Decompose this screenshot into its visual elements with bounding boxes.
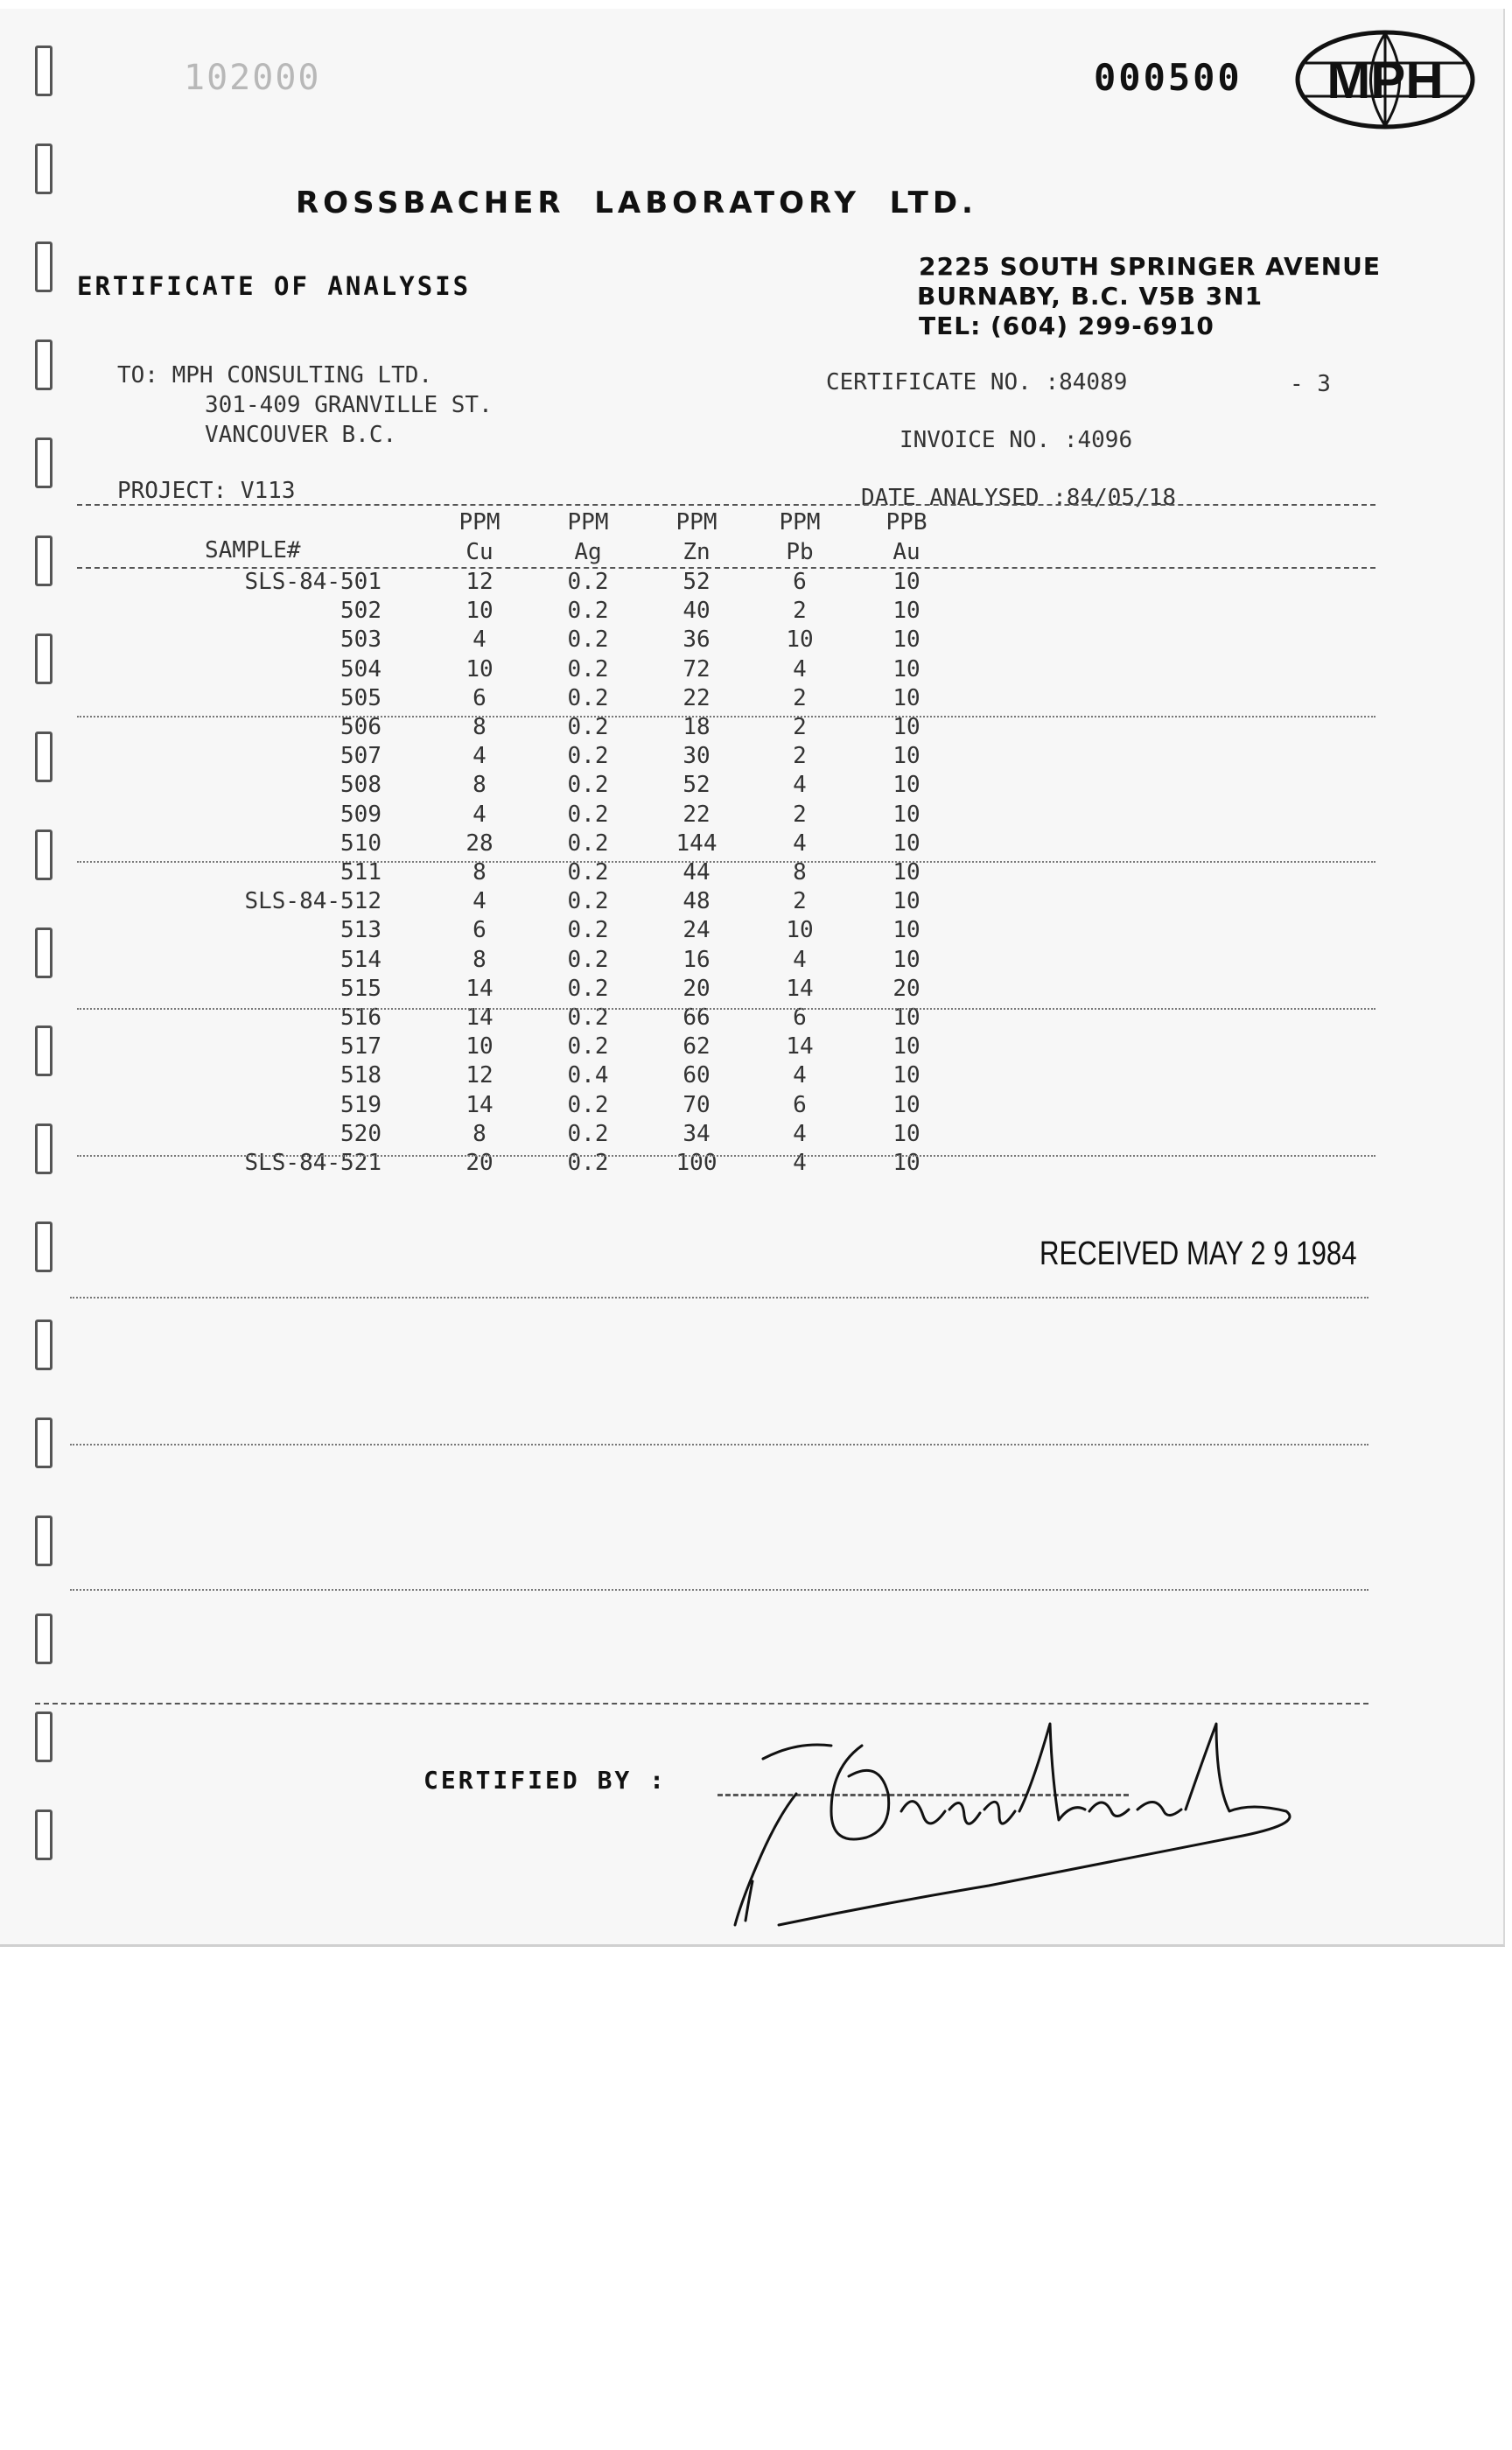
group-rule: [77, 861, 1376, 863]
cell-pb: 14: [786, 975, 814, 1002]
received-stamp: RECEIVED MAY 2 9 1984: [1040, 1236, 1357, 1272]
binder-hole: [35, 634, 52, 684]
binder-hole: [35, 144, 52, 194]
cell-cu: 10: [466, 1033, 494, 1060]
lab-address-line2: BURNABY, B.C. V5B 3N1: [917, 282, 1264, 311]
blank-rule: [70, 1444, 1368, 1446]
cell-au: 10: [892, 801, 920, 828]
unit-header-zn: PPM: [676, 509, 718, 536]
cell-pb: 10: [786, 917, 814, 944]
cell-ag: 0.2: [567, 830, 609, 857]
element-header-au: Au: [892, 539, 920, 565]
cell-ag: 0.2: [567, 1033, 609, 1060]
logo-text: MPH: [1326, 51, 1444, 109]
cell-cu: 12: [466, 1062, 494, 1089]
element-header-pb: Pb: [786, 539, 814, 565]
signature: [726, 1706, 1304, 1942]
cell-cu: 8: [472, 946, 486, 973]
certified-by-label: CERTIFIED BY :: [424, 1766, 668, 1795]
unit-header-cu: PPM: [458, 509, 500, 536]
cell-ag: 0.2: [567, 888, 609, 915]
client-line2: 301-409 GRANVILLE ST.: [205, 392, 493, 418]
group-rule: [77, 1155, 1376, 1157]
cell-cu: 8: [472, 1120, 486, 1147]
cell-cu: 4: [472, 801, 486, 828]
cell-au: 10: [892, 569, 920, 595]
cell-pb: 2: [793, 801, 807, 828]
cell-au: 10: [892, 917, 920, 944]
cell-au: 10: [892, 830, 920, 857]
cell-pb: 14: [786, 1033, 814, 1060]
cell-ag: 0.2: [567, 975, 609, 1002]
cell-sample: 517: [340, 1033, 382, 1060]
cell-zn: 66: [682, 1004, 710, 1031]
cell-sample: 520: [340, 1120, 382, 1147]
cell-ag: 0.2: [567, 1004, 609, 1031]
cell-au: 10: [892, 626, 920, 654]
cell-cu: 4: [472, 743, 486, 770]
cell-sample: 511: [340, 859, 382, 886]
client-line3: VANCOUVER B.C.: [205, 422, 397, 448]
cell-zn: 52: [682, 569, 710, 595]
date-analysed: DATE ANALYSED :84/05/18: [861, 485, 1177, 511]
cell-pb: 6: [793, 1004, 807, 1031]
cell-cu: 6: [472, 684, 486, 711]
cell-zn: 30: [682, 743, 710, 770]
cell-pb: 4: [793, 772, 807, 799]
cell-sample: 505: [340, 684, 382, 711]
unit-header-pb: PPM: [779, 509, 821, 536]
cell-cu: 4: [472, 626, 486, 654]
cell-cu: 8: [472, 714, 486, 740]
cell-ag: 0.2: [567, 772, 609, 799]
cell-pb: 2: [793, 714, 807, 740]
cell-au: 10: [892, 743, 920, 770]
group-rule: [77, 716, 1376, 718]
cell-au: 10: [892, 1091, 920, 1118]
cell-au: 10: [892, 714, 920, 740]
cell-pb: 4: [793, 1150, 807, 1176]
cell-pb: 6: [793, 569, 807, 595]
cell-au: 10: [892, 1004, 920, 1031]
cell-sample: 503: [340, 626, 382, 654]
cell-pb: 8: [793, 859, 807, 886]
cell-zn: 48: [682, 888, 710, 915]
sample-column-header: SAMPLE#: [205, 537, 301, 564]
unit-header-ag: PPM: [567, 509, 609, 536]
element-header-ag: Ag: [574, 539, 602, 565]
cell-sample: 514: [340, 946, 382, 973]
cell-ag: 0.2: [567, 1120, 609, 1147]
cell-zn: 22: [682, 684, 710, 711]
cell-zn: 60: [682, 1062, 710, 1089]
cell-ag: 0.2: [567, 598, 609, 625]
cell-cu: 28: [466, 830, 494, 857]
cell-sample: 518: [340, 1062, 382, 1089]
cell-zn: 24: [682, 917, 710, 944]
cell-zn: 34: [682, 1120, 710, 1147]
invoice-number: INVOICE NO. :4096: [900, 427, 1133, 453]
cell-sample: 516: [340, 1004, 382, 1031]
cell-sample: 519: [340, 1091, 382, 1118]
cell-pb: 4: [793, 946, 807, 973]
cell-sample: 509: [340, 801, 382, 828]
cell-pb: 2: [793, 598, 807, 625]
cell-ag: 0.2: [567, 1091, 609, 1118]
cell-ag: 0.2: [567, 801, 609, 828]
lab-address-line1: 2225 SOUTH SPRINGER AVENUE: [919, 252, 1382, 281]
group-rule: [77, 1008, 1376, 1010]
cell-ag: 0.2: [567, 1150, 609, 1176]
cell-zn: 70: [682, 1091, 710, 1118]
cell-ag: 0.4: [567, 1062, 609, 1089]
cell-pb: 4: [793, 655, 807, 682]
cell-au: 10: [892, 1120, 920, 1147]
cell-sample: SLS-84-512: [244, 888, 382, 915]
faded-serial-number: 102000: [184, 58, 321, 98]
cell-ag: 0.2: [567, 917, 609, 944]
cell-au: 10: [892, 888, 920, 915]
lab-name: ROSSBACHER LABORATORY LTD.: [296, 186, 977, 220]
cell-cu: 12: [466, 569, 494, 595]
cell-pb: 2: [793, 684, 807, 711]
cell-au: 10: [892, 655, 920, 682]
cell-pb: 2: [793, 888, 807, 915]
cell-sample: 508: [340, 772, 382, 799]
cell-au: 10: [892, 1062, 920, 1089]
cell-sample: SLS-84-501: [244, 569, 382, 595]
cell-cu: 14: [466, 1091, 494, 1118]
cell-zn: 18: [682, 714, 710, 740]
cell-pb: 4: [793, 830, 807, 857]
cell-pb: 4: [793, 1062, 807, 1089]
binder-hole: [35, 1320, 52, 1370]
document-title: ERTIFICATE OF ANALYSIS: [77, 271, 472, 301]
cell-cu: 6: [472, 917, 486, 944]
serial-number: 000500: [1094, 56, 1242, 99]
cell-au: 10: [892, 1033, 920, 1060]
cell-zn: 52: [682, 772, 710, 799]
cell-zn: 62: [682, 1033, 710, 1060]
cell-cu: 8: [472, 859, 486, 886]
project-rule: [77, 504, 1376, 506]
cell-ag: 0.2: [567, 626, 609, 654]
mph-logo: [1293, 28, 1477, 131]
cell-pb: 6: [793, 1091, 807, 1118]
cell-ag: 0.2: [567, 946, 609, 973]
binder-hole: [35, 928, 52, 978]
cell-ag: 0.2: [567, 684, 609, 711]
element-header-cu: Cu: [466, 539, 494, 565]
cell-ag: 0.2: [567, 569, 609, 595]
cell-zn: 22: [682, 801, 710, 828]
lab-phone: TEL: (604) 299-6910: [919, 312, 1214, 340]
cell-sample: 502: [340, 598, 382, 625]
element-header-zn: Zn: [682, 539, 710, 565]
blank-rule: [70, 1589, 1368, 1591]
cell-cu: 4: [472, 888, 486, 915]
cell-sample: SLS-84-521: [244, 1150, 382, 1176]
cell-pb: 4: [793, 1120, 807, 1147]
cell-ag: 0.2: [567, 743, 609, 770]
client-line1: TO: MPH CONSULTING LTD.: [117, 362, 433, 388]
cell-cu: 10: [466, 598, 494, 625]
cell-sample: 515: [340, 975, 382, 1002]
binder-hole: [35, 1222, 52, 1272]
cell-ag: 0.2: [567, 714, 609, 740]
binder-hole: [35, 536, 52, 586]
cell-cu: 20: [466, 1150, 494, 1176]
binder-hole: [35, 1418, 52, 1468]
cell-cu: 8: [472, 772, 486, 799]
binder-hole: [35, 340, 52, 390]
certificate-number: CERTIFICATE NO. :84089: [826, 369, 1128, 396]
binder-hole: [35, 1614, 52, 1664]
cell-sample: 506: [340, 714, 382, 740]
cell-sample: 510: [340, 830, 382, 857]
cell-sample: 507: [340, 743, 382, 770]
cell-cu: 14: [466, 1004, 494, 1031]
binder-hole: [35, 830, 52, 880]
unit-header-au: PPB: [886, 509, 928, 536]
cell-pb: 10: [786, 626, 814, 654]
cell-zn: 44: [682, 859, 710, 886]
blank-rule: [70, 1297, 1368, 1298]
cell-sample: 513: [340, 917, 382, 944]
cell-ag: 0.2: [567, 655, 609, 682]
binder-hole: [35, 46, 52, 96]
binder-hole: [35, 1712, 52, 1762]
cell-cu: 14: [466, 975, 494, 1002]
cell-ag: 0.2: [567, 859, 609, 886]
project-code: PROJECT: V113: [117, 478, 296, 504]
cell-zn: 72: [682, 655, 710, 682]
binder-hole: [35, 1124, 52, 1174]
cell-au: 20: [892, 975, 920, 1002]
certificate-page: - 3: [1290, 371, 1331, 397]
binder-hole: [35, 1516, 52, 1566]
cell-zn: 16: [682, 946, 710, 973]
cell-zn: 40: [682, 598, 710, 625]
cell-au: 10: [892, 1150, 920, 1176]
cell-au: 10: [892, 598, 920, 625]
binder-hole: [35, 438, 52, 488]
cell-au: 10: [892, 772, 920, 799]
binder-hole: [35, 1026, 52, 1076]
cell-zn: 144: [676, 830, 718, 857]
cell-au: 10: [892, 946, 920, 973]
cell-pb: 2: [793, 743, 807, 770]
cell-sample: 504: [340, 655, 382, 682]
binder-hole: [35, 732, 52, 782]
footer-rule: [35, 1703, 1368, 1704]
cell-zn: 100: [676, 1150, 718, 1176]
certificate-sheet: [0, 9, 1505, 1947]
binder-hole: [35, 1810, 52, 1860]
cell-zn: 20: [682, 975, 710, 1002]
cell-au: 10: [892, 684, 920, 711]
cell-au: 10: [892, 859, 920, 886]
binder-hole: [35, 242, 52, 292]
cell-zn: 36: [682, 626, 710, 654]
cell-cu: 10: [466, 655, 494, 682]
